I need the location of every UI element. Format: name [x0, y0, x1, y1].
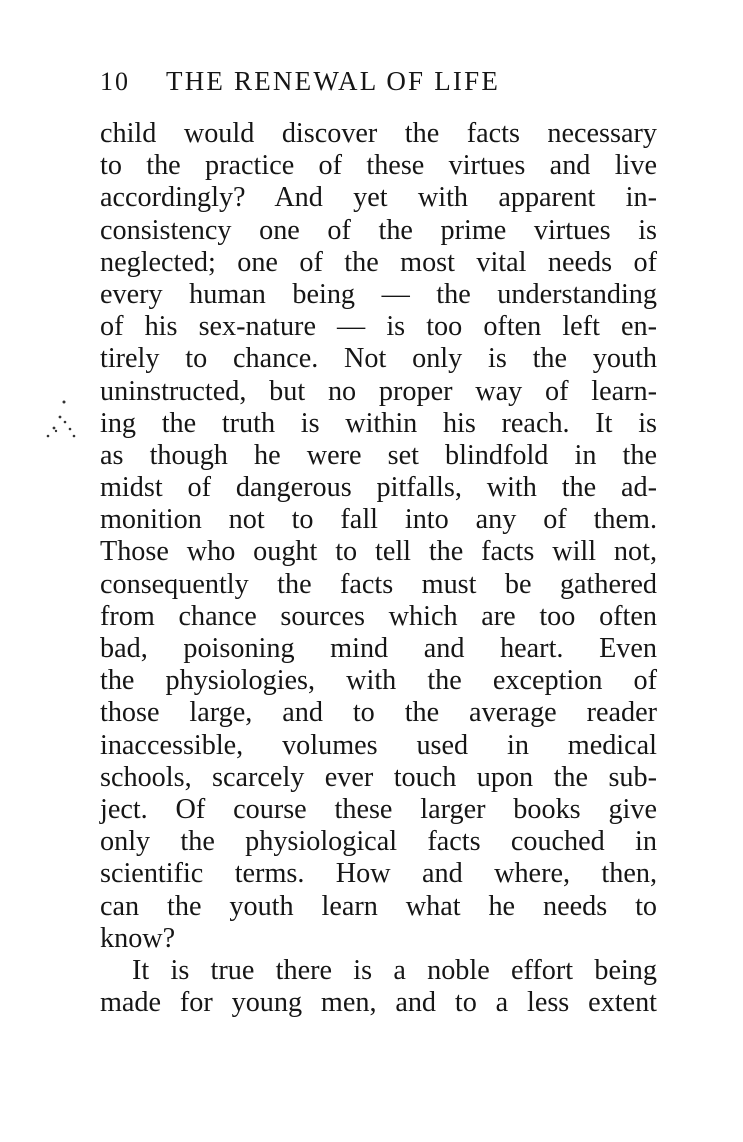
text-line: those large, and to the average reader: [100, 697, 657, 729]
text-line: scientific terms. How and where, then,: [100, 858, 657, 890]
text-line: midst of dangerous pitfalls, with the ad-: [100, 472, 657, 504]
text-line: child would discover the facts necessary: [100, 118, 657, 149]
text-line-paragraph-start: It is true there is a noble effort being: [132, 954, 657, 986]
text-line: tirely to chance. Not only is the youth: [100, 343, 657, 375]
text-line: can the youth learn what he needs to: [100, 890, 657, 922]
text-line: consistency one of the prime virtues is: [100, 214, 657, 246]
text-line: made for young men, and to a less extent: [100, 987, 657, 1019]
text-line: from chance sources which are too often: [100, 600, 657, 632]
text-line: every human being — the understanding: [100, 278, 657, 310]
text-line: as though he were set blindfold in the: [100, 439, 657, 471]
text-line: uninstructed, but no proper way of learn-: [100, 375, 657, 407]
text-line: monition not to fall into any of them.: [100, 504, 657, 536]
margin-dot-marks: [40, 395, 100, 455]
text-line: consequently the facts must be gathered: [100, 568, 657, 600]
text-line: know?: [100, 922, 176, 954]
running-head: [100, 66, 660, 106]
text-line: to the practice of these virtues and live: [100, 150, 657, 182]
page-number: 10: [100, 67, 130, 96]
text-line: neglected; one of the most vital needs of: [100, 246, 657, 278]
text-line: the physiologies, with the exception of: [100, 665, 657, 697]
text-line: schools, scarcely ever touch upon the sub-: [100, 761, 657, 793]
text-line: accordingly? And yet with apparent in-: [100, 182, 657, 214]
text-line: ing the truth is within his reach. It is: [100, 407, 657, 439]
text-line: only the physiological facts couched in: [100, 826, 657, 858]
running-title: THE RENEWAL OF LIFE: [166, 66, 501, 96]
text-line: ject. Of course these larger books give: [100, 793, 657, 825]
body-text: [100, 118, 657, 1019]
text-line: Those who ought to tell the facts will not,: [100, 536, 657, 568]
text-line: of his sex-nature — is too often left en-: [100, 311, 657, 343]
text-line: bad, poisoning mind and heart. Even: [100, 633, 657, 664]
text-line: inaccessible, volumes used in medical: [100, 729, 657, 761]
